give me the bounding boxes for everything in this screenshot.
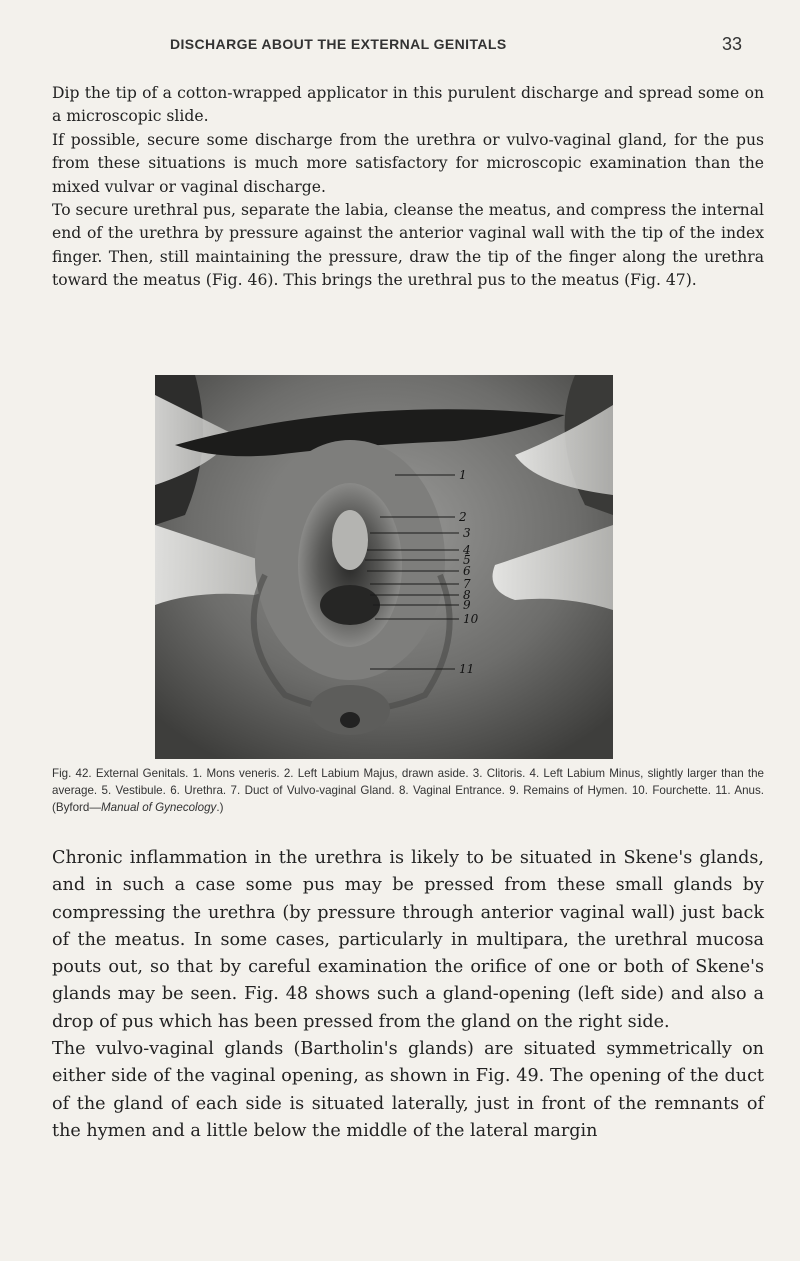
page-number: 33 [721, 34, 742, 54]
figure-label-8: 8 [463, 588, 471, 602]
paragraph: Dip the tip of a cotton-wrapped applicator in this purulent discharge and spread some on a microscopic slide. [52, 84, 764, 126]
figure-external-genitals-photo [155, 375, 613, 759]
paragraph: The vulvo-vaginal glands (Bartholin's glands) are situated symmetrically on either side of the vaginal opening, as shown in Fig. 49. The opening of the duct of the gland of each side is situated laterally, just in front of the remnants of the hymen and a little below the middle of the lateral margin [52, 1039, 764, 1141]
paragraph: To secure urethral pus, separate the labia, cleanse the meatus, and compress the internal end of the urethra by pressure against the anterior vaginal wall with the tip of the index finger. Then, still maintaining the pressure, draw the tip of the finger along the urethra toward the meatus (Fig. 46). This brings the urethral pus to the meatus (Fig. 47). [52, 201, 764, 290]
figure-label-9: 9 [463, 598, 471, 612]
figure-label-3: 3 [463, 526, 471, 540]
paragraph: If possible, secure some discharge from the urethra or vulvo-vaginal gland, for the pus from these situations is much more satisfactory for microscopic examination than the mixed vulvar or vaginal discharge. [52, 130, 764, 196]
caption-text: Fig. 42. External Genitals. 1. Mons veneris. 2. Left Labium Majus, drawn aside. 3. Clitoris. 4. Left Labium Minus, slightly larger than the average. 5. Vestibule. 6. Urethra. 7. Duct of Vulvo-vaginal Gland. 8. Vaginal Entrance. 9. Remains of Hymen. 10. Fourchette. 11. Anus. (Byford— [52, 767, 764, 814]
figure-label-6: 6 [463, 564, 471, 578]
running-title: DISCHARGE ABOUT THE EXTERNAL GENITALS [170, 36, 507, 52]
bottom-text-block [52, 845, 764, 1145]
figure-label-11: 11 [459, 662, 475, 676]
figure-label-5: 5 [463, 553, 471, 567]
figure-label-2: 2 [459, 510, 467, 524]
anatomical-photograph [155, 375, 613, 759]
figure-caption [52, 765, 764, 816]
figure-label-1: 1 [459, 468, 467, 482]
figure-label-10: 10 [463, 612, 479, 626]
top-text-block [52, 82, 764, 293]
running-head [0, 36, 800, 60]
caption-source-title: Manual of Gynecology [100, 801, 217, 814]
caption-closing: .) [216, 801, 224, 814]
figure-label-7: 7 [463, 577, 471, 591]
paragraph: Chronic inflammation in the urethra is likely to be situated in Skene's glands, and in such a case some pus may be pressed from these small glands by compressing the urethra (by pressure through anterior vaginal wall) just back of the meatus. In some cases, particularly in multipara, the urethral mucosa pouts out, so that by careful examination the orifice of one or both of Skene's glands may be seen. Fig. 48 shows such a gland-opening (left side) and also a drop of pus which has been pressed from the gland on the right side. [52, 848, 764, 1032]
figure-label-4: 4 [463, 543, 471, 557]
